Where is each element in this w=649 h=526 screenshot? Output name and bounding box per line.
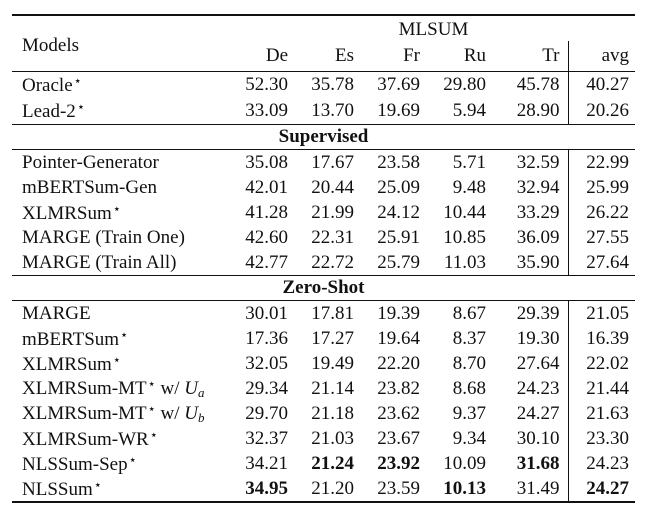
value-cell: [428, 451, 494, 476]
value-text: 24.23: [586, 452, 629, 474]
value-cell: [296, 175, 362, 200]
value-cell: [428, 376, 494, 401]
value-cell: [494, 72, 568, 99]
value-cell: [296, 250, 362, 276]
value-text: 19.49: [311, 352, 354, 374]
value-text: 8.37: [452, 327, 486, 349]
table-row: [12, 401, 635, 426]
value-text: 19.69: [377, 100, 420, 121]
variable-symbol: U: [184, 378, 198, 399]
value-cell: [494, 250, 568, 276]
value-cell: [232, 72, 296, 99]
model-name-suffix: w/: [155, 378, 185, 399]
value-cell: [232, 250, 296, 276]
value-cell: [494, 351, 568, 376]
value-cell: [232, 351, 296, 376]
value-text: 21.18: [311, 402, 354, 424]
value-text: 25.79: [377, 251, 420, 273]
value-cell: [362, 301, 428, 326]
value-cell: [568, 476, 635, 502]
value-text: 21.44: [586, 377, 629, 399]
value-text: 17.27: [311, 327, 354, 349]
table-row: [12, 225, 635, 250]
value-cell: [296, 351, 362, 376]
model-name: NLSSum-Sep: [22, 453, 128, 475]
value-text: 33.09: [245, 100, 288, 121]
value-text: 26.22: [586, 201, 629, 223]
value-text: 21.03: [311, 427, 354, 449]
value-text: 23.67: [377, 427, 420, 449]
model-name: XLMRSum-WR: [22, 428, 149, 450]
value-text: 25.99: [586, 176, 629, 198]
mlsum-header: MLSUM: [232, 15, 635, 41]
star-marker: ⋆: [147, 401, 156, 416]
model-name-cell: [12, 376, 232, 401]
model-name-cell: [12, 476, 232, 502]
value-cell: [568, 250, 635, 276]
value-text: 10.09: [443, 452, 486, 474]
value-text: 21.99: [311, 201, 354, 223]
value-cell: [232, 401, 296, 426]
header-row-1: [12, 15, 635, 41]
section-title: Supervised: [12, 125, 635, 150]
value-text: 16.39: [586, 327, 629, 349]
value-cell: [428, 150, 494, 175]
value-text: 19.30: [516, 327, 560, 349]
value-cell: [232, 451, 296, 476]
value-text: 20.26: [586, 100, 629, 121]
value-text: 21.05: [586, 302, 629, 324]
value-text: 42.60: [245, 226, 288, 248]
value-cell: [568, 401, 635, 426]
model-name-cell: [12, 150, 232, 175]
value-text: 35.90: [516, 251, 560, 273]
model-name: mBERTSum: [22, 328, 120, 350]
col-header-es: Es: [335, 45, 354, 66]
value-cell: [568, 200, 635, 225]
value-text: 34.21: [245, 452, 288, 474]
value-text: 17.67: [311, 151, 354, 173]
value-text: 25.91: [377, 226, 420, 248]
model-name-cell: [12, 426, 232, 451]
value-cell: [362, 250, 428, 276]
value-cell: [296, 426, 362, 451]
value-text: 37.69: [377, 74, 420, 95]
value-text: 29.39: [516, 302, 560, 324]
col-header-avg: avg: [568, 41, 635, 72]
value-text: 20.44: [311, 176, 354, 198]
value-cell: [232, 376, 296, 401]
value-cell: [362, 326, 428, 351]
value-cell: [428, 426, 494, 451]
value-text: 13.70: [311, 100, 354, 121]
value-text: 23.30: [586, 427, 629, 449]
value-text: 33.29: [516, 201, 560, 223]
value-text: 30.01: [245, 302, 288, 324]
value-cell: [362, 376, 428, 401]
value-text: 17.36: [245, 327, 288, 349]
value-text: 25.09: [377, 176, 420, 198]
model-name: NLSSum: [22, 478, 93, 500]
value-cell: [494, 225, 568, 250]
star-marker: ⋆: [128, 451, 137, 467]
value-cell: [362, 98, 428, 125]
value-text: 27.64: [586, 251, 629, 273]
value-text: 10.85: [443, 226, 486, 248]
table-row: [12, 175, 635, 200]
value-cell: [568, 72, 635, 99]
value-text: 42.77: [245, 251, 288, 273]
value-cell: [232, 301, 296, 326]
mlsum-results-table: [12, 14, 635, 503]
value-cell: [428, 301, 494, 326]
value-cell: [362, 175, 428, 200]
value-text: 21.24: [311, 452, 354, 474]
value-cell: [494, 175, 568, 200]
value-cell: [296, 72, 362, 99]
value-text: 8.67: [452, 302, 486, 324]
value-text: 29.80: [443, 74, 486, 95]
value-text: 10.13: [443, 477, 486, 499]
star-marker: ⋆: [112, 351, 121, 367]
value-cell: [232, 326, 296, 351]
star-marker: ⋆: [147, 376, 156, 391]
model-name: mBERTSum-Gen: [22, 176, 158, 198]
value-text: 31.68: [516, 452, 560, 474]
model-name: MARGE (Train All): [22, 251, 177, 273]
value-text: 17.81: [311, 302, 354, 324]
value-text: 22.20: [377, 352, 420, 374]
value-text: 9.34: [452, 427, 486, 449]
value-cell: [494, 401, 568, 426]
model-name-cell: [12, 98, 232, 125]
value-text: 5.94: [452, 100, 486, 121]
value-cell: [428, 401, 494, 426]
value-cell: [494, 301, 568, 326]
model-name-cell: [12, 250, 232, 276]
star-marker: ⋆: [120, 326, 129, 342]
value-cell: [568, 426, 635, 451]
value-cell: [428, 250, 494, 276]
model-name-cell: [12, 326, 232, 351]
model-name: MARGE: [22, 302, 91, 324]
table-row: [12, 250, 635, 276]
value-text: 52.30: [245, 74, 288, 95]
value-cell: [362, 476, 428, 502]
value-text: 27.55: [586, 226, 629, 248]
value-text: 24.27: [516, 402, 560, 424]
model-name-cell: [12, 225, 232, 250]
value-text: 19.64: [377, 327, 420, 349]
table-row: [12, 351, 635, 376]
model-name: Pointer-Generator: [22, 151, 159, 173]
value-cell: [494, 476, 568, 502]
model-name: Lead-2: [22, 101, 76, 122]
value-cell: [568, 175, 635, 200]
value-cell: [296, 150, 362, 175]
model-name: MARGE (Train One): [22, 226, 185, 248]
value-text: 19.39: [377, 302, 420, 324]
value-cell: [568, 376, 635, 401]
value-cell: [296, 200, 362, 225]
value-cell: [296, 301, 362, 326]
value-text: 23.82: [377, 377, 420, 399]
value-cell: [494, 451, 568, 476]
value-text: 24.12: [377, 201, 420, 223]
value-text: 40.27: [586, 74, 629, 95]
value-cell: [568, 326, 635, 351]
value-cell: [428, 326, 494, 351]
value-cell: [428, 351, 494, 376]
model-name-cell: [12, 175, 232, 200]
value-cell: [362, 426, 428, 451]
value-text: 29.70: [245, 402, 288, 424]
table-row: [12, 72, 635, 99]
value-text: 22.72: [311, 251, 354, 273]
value-text: 42.01: [245, 176, 288, 198]
star-marker: ⋆: [73, 73, 82, 88]
model-name-cell: [12, 401, 232, 426]
value-text: 23.62: [377, 402, 420, 424]
table-row: [12, 301, 635, 326]
col-header-tr: Tr: [542, 45, 560, 66]
value-text: 11.03: [443, 251, 486, 273]
value-text: 29.34: [245, 377, 288, 399]
value-text: 36.09: [516, 226, 560, 248]
value-cell: [232, 98, 296, 125]
table-row: [12, 376, 635, 401]
section-header-row: [12, 276, 635, 301]
value-text: 35.78: [311, 74, 354, 95]
star-marker: ⋆: [149, 426, 158, 442]
value-cell: [296, 98, 362, 125]
value-cell: [296, 476, 362, 502]
model-name-cell: [12, 451, 232, 476]
value-text: 5.71: [452, 151, 486, 173]
table-row: [12, 150, 635, 175]
value-text: 21.14: [311, 377, 354, 399]
value-cell: [494, 150, 568, 175]
value-cell: [494, 376, 568, 401]
star-marker: ⋆: [112, 200, 121, 216]
value-cell: [494, 426, 568, 451]
section-title: Zero-Shot: [12, 276, 635, 301]
value-cell: [362, 225, 428, 250]
table-row: [12, 326, 635, 351]
value-cell: [232, 225, 296, 250]
star-marker: ⋆: [93, 476, 102, 492]
value-text: 32.37: [245, 427, 288, 449]
value-cell: [362, 150, 428, 175]
value-text: 21.63: [586, 402, 629, 424]
models-header: Models: [12, 15, 232, 72]
value-text: 22.31: [311, 226, 354, 248]
value-cell: [232, 426, 296, 451]
value-text: 27.64: [516, 352, 560, 374]
model-name: XLMRSum: [22, 202, 112, 224]
value-text: 30.10: [516, 427, 560, 449]
model-name-cell: [12, 200, 232, 225]
value-cell: [232, 175, 296, 200]
star-marker: ⋆: [76, 99, 85, 114]
table-row: [12, 200, 635, 225]
col-header-fr: Fr: [403, 45, 420, 66]
value-text: 21.20: [311, 477, 354, 499]
value-cell: [568, 98, 635, 125]
value-text: 23.92: [377, 452, 420, 474]
section-header-row: [12, 125, 635, 150]
value-cell: [494, 326, 568, 351]
value-cell: [296, 376, 362, 401]
table-row: [12, 426, 635, 451]
value-cell: [362, 351, 428, 376]
model-name: XLMRSum-MT: [22, 403, 147, 424]
value-cell: [568, 301, 635, 326]
value-cell: [568, 451, 635, 476]
value-text: 24.27: [586, 477, 629, 499]
value-text: 10.44: [443, 201, 486, 223]
model-name: XLMRSum-MT: [22, 378, 147, 399]
value-text: 22.02: [586, 352, 629, 374]
value-cell: [568, 351, 635, 376]
value-text: 32.59: [516, 151, 560, 173]
value-cell: [494, 98, 568, 125]
value-cell: [428, 200, 494, 225]
value-cell: [428, 225, 494, 250]
value-text: 9.37: [452, 402, 486, 424]
value-text: 22.99: [586, 151, 629, 173]
model-name: XLMRSum: [22, 353, 112, 375]
value-text: 23.59: [377, 477, 420, 499]
value-cell: [232, 200, 296, 225]
value-text: 45.78: [516, 74, 560, 95]
value-text: 23.58: [377, 151, 420, 173]
value-cell: [428, 476, 494, 502]
model-name-suffix: w/: [155, 403, 185, 424]
value-cell: [362, 72, 428, 99]
value-cell: [428, 98, 494, 125]
value-text: 31.49: [516, 477, 560, 499]
value-cell: [362, 401, 428, 426]
value-cell: [568, 150, 635, 175]
value-cell: [428, 175, 494, 200]
value-cell: [428, 72, 494, 99]
value-cell: [568, 225, 635, 250]
value-cell: [296, 225, 362, 250]
table-row: [12, 451, 635, 476]
value-text: 8.70: [452, 352, 486, 374]
table-row: [12, 98, 635, 125]
value-text: 32.05: [245, 352, 288, 374]
variable-symbol: U: [184, 403, 198, 424]
model-name: Oracle: [22, 75, 73, 96]
value-cell: [296, 451, 362, 476]
value-cell: [232, 476, 296, 502]
col-header-ru: Ru: [463, 45, 486, 66]
value-text: 35.08: [245, 151, 288, 173]
model-name-cell: [12, 72, 232, 99]
value-text: 41.28: [245, 201, 288, 223]
value-cell: [494, 200, 568, 225]
value-cell: [362, 451, 428, 476]
col-header-de: De: [265, 45, 288, 66]
value-text: 32.94: [516, 176, 560, 198]
value-cell: [296, 326, 362, 351]
value-cell: [362, 200, 428, 225]
value-text: 28.90: [516, 100, 560, 121]
value-text: 24.23: [516, 377, 560, 399]
model-name-cell: [12, 351, 232, 376]
value-text: 34.95: [245, 477, 288, 499]
variable-subscript: b: [197, 410, 205, 425]
value-text: 9.48: [452, 176, 486, 198]
table-row: [12, 476, 635, 502]
value-cell: [296, 401, 362, 426]
value-text: 8.68: [452, 377, 486, 399]
model-name-cell: [12, 301, 232, 326]
variable-subscript: a: [197, 385, 205, 400]
value-cell: [232, 150, 296, 175]
